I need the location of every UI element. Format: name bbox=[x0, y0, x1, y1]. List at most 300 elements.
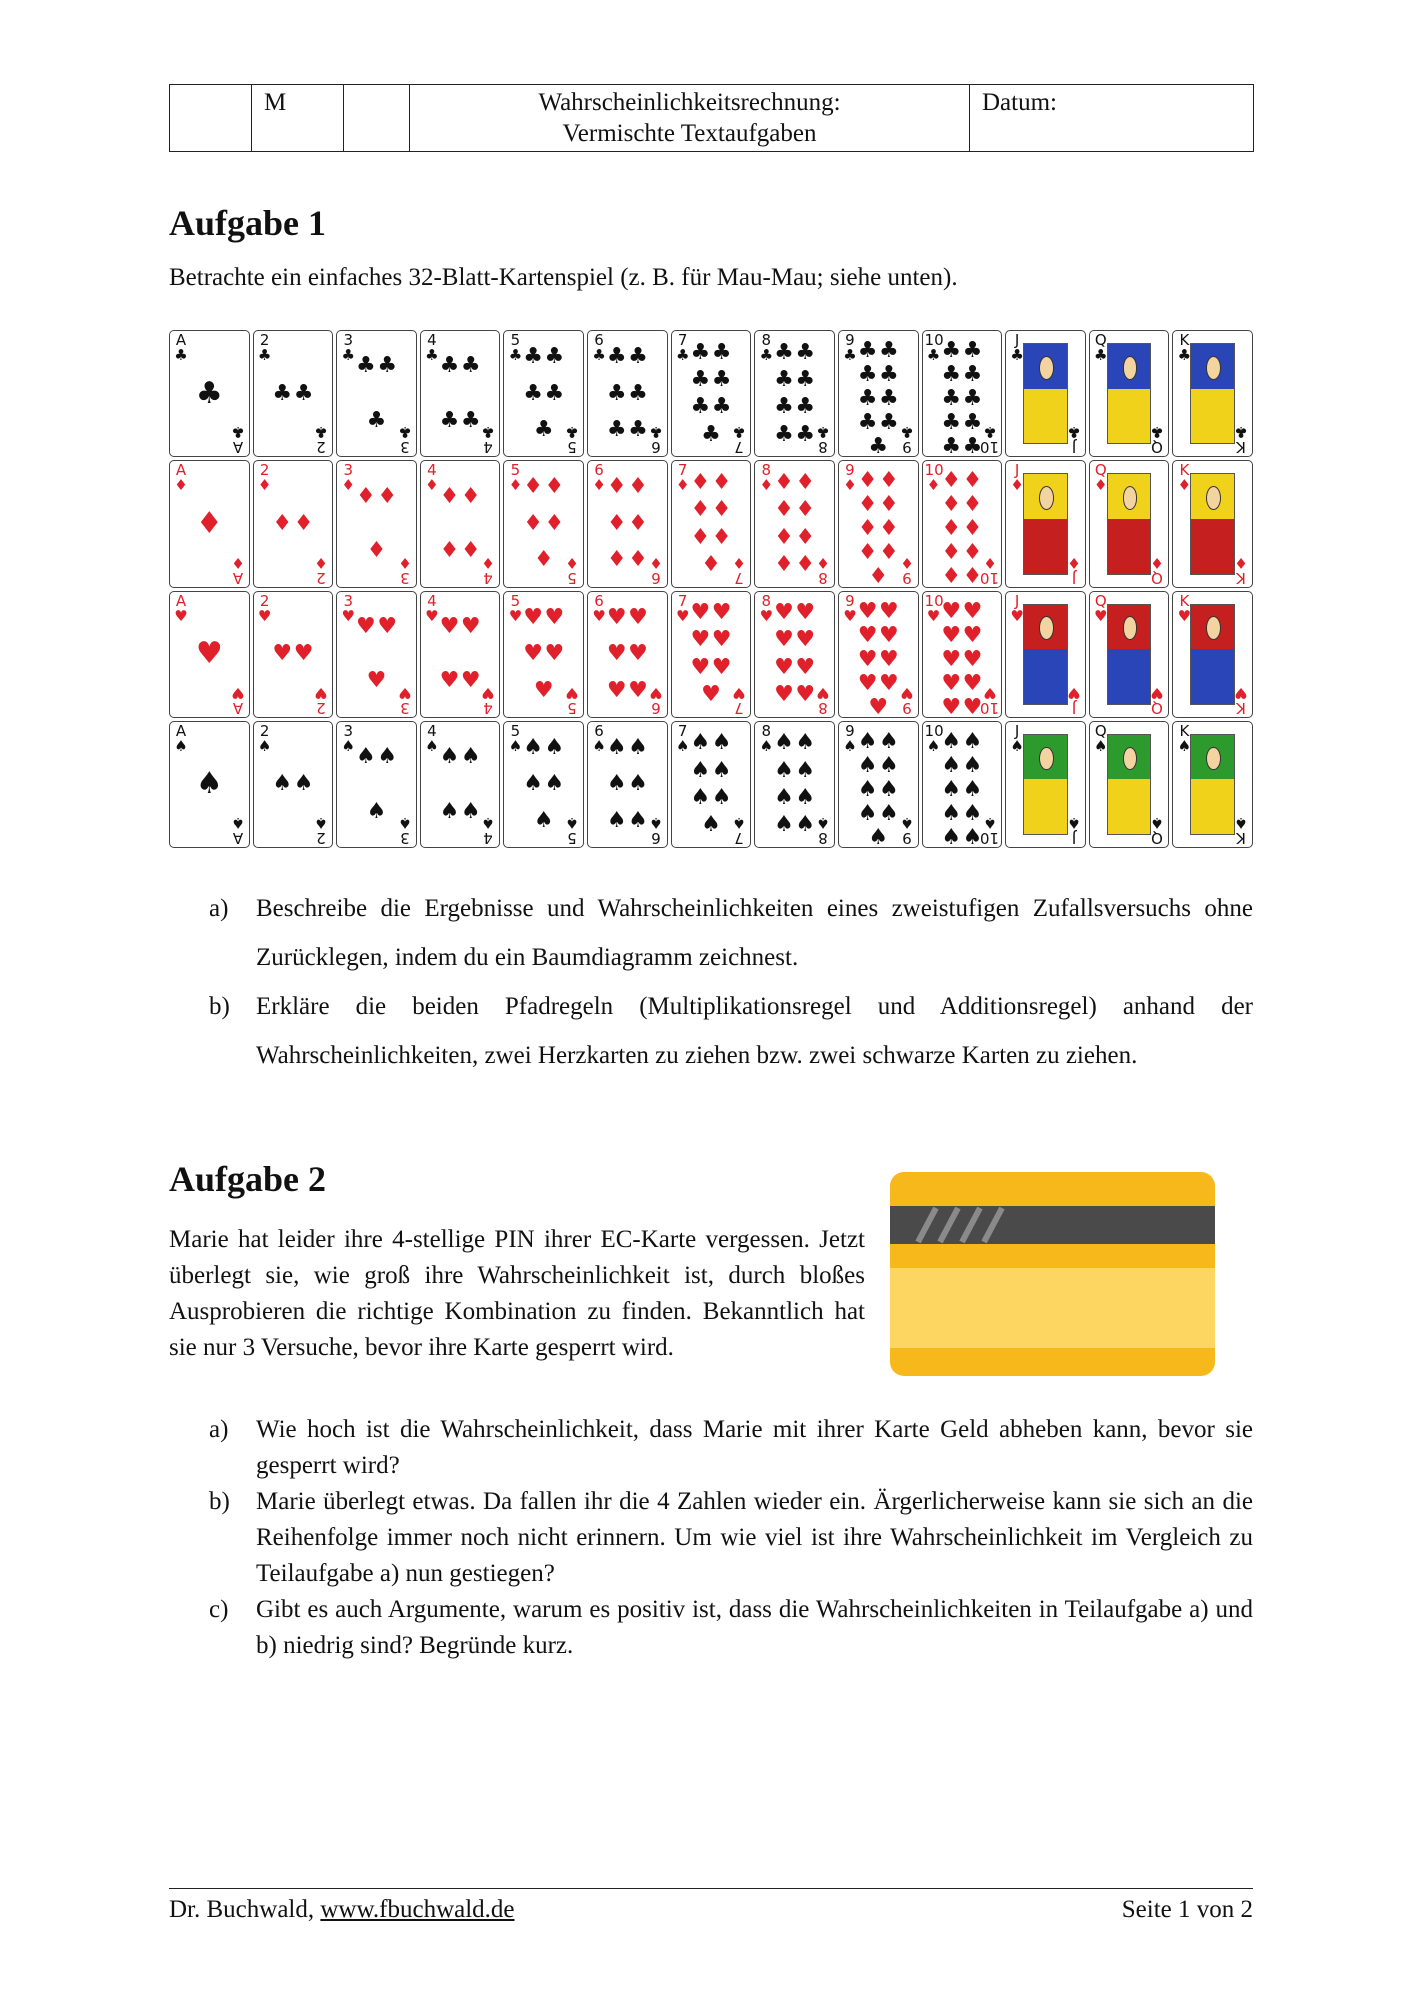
face-card-portrait bbox=[1190, 473, 1235, 574]
card-suit-icon: ♥ bbox=[983, 683, 997, 702]
card-suit-icon: ♣ bbox=[398, 423, 412, 442]
card-pip-icon: ♠ bbox=[628, 734, 648, 760]
card-corner-index bbox=[898, 555, 916, 585]
card-rank-label: 6 bbox=[594, 331, 604, 349]
card-rank-label: 8 bbox=[761, 461, 772, 480]
card-pips bbox=[188, 730, 231, 839]
card-rank-label: 9 bbox=[845, 331, 855, 349]
playing-card bbox=[1005, 591, 1086, 718]
card-pip-icon: ♠ bbox=[606, 771, 627, 797]
card-rank-label: 4 bbox=[483, 829, 494, 847]
card-rank-label: Q bbox=[1094, 591, 1107, 610]
card-suit-icon: ♠ bbox=[1010, 736, 1024, 755]
header-subject-cell: M bbox=[252, 85, 344, 152]
card-pip-icon: ♣ bbox=[962, 434, 983, 458]
card-pip-icon: ♣ bbox=[941, 338, 962, 363]
card-pip-icon: ♣ bbox=[377, 353, 398, 379]
card-pip-icon: ♥ bbox=[774, 627, 794, 653]
card-suit-icon: ♠ bbox=[314, 814, 328, 832]
card-rank-label: 10 bbox=[924, 591, 944, 610]
card-rank-label: 10 bbox=[924, 721, 944, 740]
card-rank-label: 5 bbox=[567, 568, 577, 587]
task1-subtasks bbox=[209, 884, 1253, 1080]
card-rank-label: 7 bbox=[734, 438, 745, 457]
card-suit-icon: ♠ bbox=[1177, 736, 1192, 755]
card-pip-icon: ♦ bbox=[195, 505, 223, 541]
card-suit-icon: ♠ bbox=[1234, 814, 1248, 832]
card-corner-index bbox=[312, 423, 330, 457]
card-pip-icon: ♥ bbox=[523, 604, 543, 630]
card-pip-icon: ♦ bbox=[857, 540, 878, 566]
subtask-text: Marie überlegt etwas. Da fallen ihr die 4 Zahlen wieder ein. Ärgerlicherweise kann sie sich an die Reihenfolge immer noch nicht erinnern. Um wie viel ist ihre Wahrscheinlichkeit im Vergleich zu Teilaufgabe a) nun gestiegen? bbox=[256, 1488, 1253, 1587]
card-suit-icon: ♦ bbox=[425, 476, 439, 495]
card-suit-icon: ♥ bbox=[341, 606, 355, 625]
portrait-bottom bbox=[1024, 779, 1067, 834]
card-suit-icon: ♥ bbox=[1094, 606, 1108, 625]
card-pip-icon: ♣ bbox=[628, 417, 648, 443]
header-blank-cell-2 bbox=[344, 85, 410, 152]
card-pip-icon: ♣ bbox=[690, 339, 711, 365]
card-rank-label: J bbox=[1014, 331, 1020, 349]
card-pip-icon: ♠ bbox=[439, 798, 460, 824]
card-corner-index bbox=[898, 815, 916, 845]
face-card-portrait bbox=[1023, 734, 1068, 835]
card-rank-label: K bbox=[1236, 829, 1246, 847]
card-pip-icon: ♠ bbox=[941, 800, 962, 826]
card-pip-icon: ♥ bbox=[628, 641, 648, 667]
card-pip-icon: ♦ bbox=[962, 564, 983, 588]
card-rank-label: A bbox=[175, 591, 187, 610]
task1-subtask-a bbox=[209, 884, 1253, 982]
card-pip-icon: ♣ bbox=[941, 362, 962, 387]
card-pip-icon: ♣ bbox=[439, 407, 460, 433]
card-rank-label: 9 bbox=[845, 591, 855, 610]
playing-card bbox=[253, 591, 334, 718]
task2-subtasks bbox=[209, 1412, 1253, 1664]
card-pips bbox=[522, 600, 565, 709]
card-rank-label: 4 bbox=[427, 331, 437, 349]
card-pips bbox=[941, 598, 984, 718]
card-pip-icon: ♥ bbox=[272, 641, 293, 667]
portrait-bottom bbox=[1191, 649, 1234, 704]
card-suit-icon: ♠ bbox=[230, 814, 245, 832]
card-rank-label: 3 bbox=[400, 568, 410, 587]
card-pip-icon: ♦ bbox=[962, 468, 983, 494]
card-rank-label: K bbox=[1236, 438, 1246, 457]
card-pip-icon: ♦ bbox=[711, 469, 732, 495]
subtask-marker: a) bbox=[209, 895, 229, 922]
card-rank-label: 3 bbox=[343, 591, 353, 610]
card-suit-icon: ♣ bbox=[257, 346, 272, 364]
card-rank-label: A bbox=[232, 698, 243, 717]
card-pip-icon: ♥ bbox=[628, 604, 648, 630]
card-corner-index bbox=[730, 423, 748, 457]
portrait-bottom bbox=[1024, 649, 1067, 704]
header-date-cell: Datum: bbox=[970, 85, 1254, 152]
playing-card bbox=[420, 330, 501, 457]
playing-card bbox=[922, 591, 1003, 718]
card-rank-label: 4 bbox=[483, 438, 494, 457]
card-rank-label: 9 bbox=[901, 698, 912, 717]
card-suit-icon: ♥ bbox=[926, 606, 941, 625]
card-pip-icon: ♦ bbox=[879, 492, 899, 518]
card-rank-label: K bbox=[1236, 568, 1246, 587]
card-rank-label: 6 bbox=[650, 438, 661, 457]
card-rank-label: 2 bbox=[316, 698, 326, 717]
card-suit-icon: ♠ bbox=[592, 736, 606, 755]
card-suit-icon: ♠ bbox=[257, 736, 272, 755]
card-pips bbox=[355, 600, 398, 709]
card-pip-icon: ♥ bbox=[857, 598, 878, 624]
card-suit-icon: ♠ bbox=[759, 736, 774, 755]
face-card-portrait bbox=[1023, 604, 1068, 705]
card-suit-icon: ♥ bbox=[174, 606, 188, 625]
card-pip-icon: ♣ bbox=[868, 434, 889, 458]
card-pip-icon: ♠ bbox=[868, 824, 889, 848]
card-corner-index bbox=[1232, 555, 1250, 585]
card-corner-index bbox=[647, 685, 665, 715]
card-rank-label: 3 bbox=[343, 331, 353, 349]
card-suit-icon: ♦ bbox=[675, 476, 690, 495]
card-pip-icon: ♠ bbox=[690, 730, 711, 756]
card-rank-label: 9 bbox=[901, 568, 912, 587]
card-pip-icon: ♦ bbox=[293, 510, 314, 536]
card-rank-label: A bbox=[175, 721, 187, 740]
card-pip-icon: ♣ bbox=[460, 353, 481, 379]
card-suit-icon: ♦ bbox=[732, 553, 747, 572]
playing-card bbox=[420, 721, 501, 848]
card-pip-icon: ♦ bbox=[628, 474, 648, 500]
subtask-text: Gibt es auch Argumente, warum es positiv ist, dass die Wahrscheinlichkeiten in Teilaufgabe a) und b) niedrig sind? Begründe kurz. bbox=[256, 1596, 1253, 1659]
card-pip-icon: ♦ bbox=[460, 483, 481, 509]
card-corner-index bbox=[730, 555, 748, 585]
card-suit-icon: ♣ bbox=[759, 346, 774, 364]
card-pip-icon: ♣ bbox=[711, 394, 732, 420]
card-pip-icon: ♠ bbox=[606, 734, 627, 760]
card-pips bbox=[439, 600, 482, 709]
card-rank-label: 5 bbox=[510, 461, 521, 480]
card-rank-label: 8 bbox=[818, 829, 828, 847]
card-corner-index bbox=[898, 685, 916, 715]
card-pip-icon: ♦ bbox=[272, 510, 293, 536]
playing-card bbox=[587, 721, 668, 848]
card-suit-icon: ♦ bbox=[174, 476, 188, 495]
card-rank-label: J bbox=[1014, 591, 1020, 610]
card-corner-index bbox=[563, 815, 581, 845]
playing-card bbox=[420, 591, 501, 718]
card-pip-icon: ♣ bbox=[195, 375, 223, 411]
card-pip-icon: ♠ bbox=[366, 798, 387, 824]
card-pip-icon: ♣ bbox=[544, 380, 565, 406]
card-rank-label: 7 bbox=[677, 331, 688, 349]
card-pip-icon: ♠ bbox=[795, 757, 816, 783]
card-corner-index bbox=[1232, 815, 1250, 845]
card-suit-icon: ♦ bbox=[843, 476, 857, 495]
card-suit-icon: ♣ bbox=[314, 423, 328, 442]
card-pip-icon: ♠ bbox=[774, 812, 794, 838]
card-suit-icon: ♥ bbox=[481, 683, 496, 702]
card-suit-icon: ♦ bbox=[899, 553, 914, 572]
card-pip-icon: ♦ bbox=[544, 474, 565, 500]
card-pip-icon: ♠ bbox=[795, 812, 816, 838]
card-pip-icon: ♣ bbox=[272, 380, 293, 406]
card-pip-icon: ♠ bbox=[439, 744, 460, 770]
card-suit-icon: ♣ bbox=[926, 346, 941, 364]
card-pip-icon: ♣ bbox=[606, 344, 627, 370]
portrait-bottom bbox=[1024, 519, 1067, 574]
card-suit-icon: ♦ bbox=[230, 553, 245, 572]
card-pip-icon: ♦ bbox=[941, 516, 962, 542]
card-suit-icon: ♥ bbox=[508, 606, 523, 625]
card-pip-icon: ♣ bbox=[941, 386, 962, 411]
card-suit-icon: ♦ bbox=[1150, 553, 1165, 572]
portrait-head bbox=[1039, 747, 1054, 771]
card-pip-icon: ♠ bbox=[962, 728, 983, 754]
card-suit-icon: ♦ bbox=[592, 476, 606, 495]
card-pip-icon: ♦ bbox=[962, 540, 983, 566]
card-pip-icon: ♥ bbox=[879, 646, 899, 672]
card-pips bbox=[606, 600, 649, 709]
card-corner-index bbox=[312, 555, 330, 585]
card-corner-index bbox=[312, 685, 330, 715]
card-pip-icon: ♣ bbox=[711, 366, 732, 392]
card-pip-icon: ♥ bbox=[711, 600, 732, 626]
card-suit-icon: ♠ bbox=[899, 814, 914, 832]
card-pips bbox=[941, 728, 984, 848]
playing-card bbox=[922, 721, 1003, 848]
card-suit-icon: ♣ bbox=[899, 423, 914, 442]
card-pip-icon: ♠ bbox=[962, 800, 983, 826]
card-pip-icon: ♣ bbox=[962, 410, 983, 435]
card-suit-icon: ♥ bbox=[648, 683, 663, 702]
playing-card bbox=[169, 460, 250, 587]
card-rank-label: 10 bbox=[980, 568, 1000, 587]
playing-card bbox=[922, 460, 1003, 587]
card-pip-icon: ♥ bbox=[941, 694, 962, 718]
footer-website-link[interactable]: www.fbuchwald.de bbox=[320, 1896, 515, 1923]
card-suit-icon: ♦ bbox=[481, 553, 496, 572]
card-pip-icon: ♣ bbox=[962, 338, 983, 363]
playing-card bbox=[1089, 460, 1170, 587]
card-rank-label: 2 bbox=[316, 829, 326, 847]
playing-card bbox=[253, 330, 334, 457]
card-pip-icon: ♥ bbox=[533, 677, 554, 703]
card-corner-index bbox=[229, 815, 247, 845]
card-corner-index bbox=[396, 815, 414, 845]
card-pip-icon: ♣ bbox=[439, 353, 460, 379]
card-rank-label: 8 bbox=[818, 568, 828, 587]
card-pip-icon: ♥ bbox=[544, 604, 565, 630]
face-card-portrait bbox=[1190, 343, 1235, 444]
card-rank-label: K bbox=[1179, 461, 1190, 480]
card-suit-icon: ♥ bbox=[1067, 683, 1081, 702]
card-rank-label: 6 bbox=[594, 461, 604, 480]
card-rank-label: 6 bbox=[650, 698, 661, 717]
card-pip-icon: ♥ bbox=[962, 622, 983, 648]
card-pips bbox=[522, 730, 565, 839]
card-corner-index bbox=[1148, 555, 1166, 585]
card-rank-label: A bbox=[232, 568, 243, 587]
card-pips bbox=[773, 469, 816, 578]
card-pip-icon: ♠ bbox=[941, 776, 962, 802]
playing-card bbox=[169, 591, 250, 718]
playing-card bbox=[1089, 591, 1170, 718]
card-suit-icon: ♠ bbox=[508, 736, 523, 755]
card-pip-icon: ♦ bbox=[690, 497, 711, 523]
card-pip-icon: ♥ bbox=[941, 646, 962, 672]
card-pip-icon: ♥ bbox=[544, 641, 565, 667]
card-pip-icon: ♦ bbox=[533, 547, 554, 573]
face-card-portrait bbox=[1190, 734, 1235, 835]
task1-intro: Betrachte ein einfaches 32-Blatt-Kartenspiel (z. B. für Mau-Mau; siehe unten). bbox=[169, 264, 958, 291]
card-rank-label: 7 bbox=[677, 461, 688, 480]
playing-card bbox=[1005, 460, 1086, 587]
face-card-portrait bbox=[1107, 734, 1152, 835]
card-pip-icon: ♥ bbox=[795, 627, 816, 653]
card-suit-icon: ♦ bbox=[398, 553, 412, 572]
card-pip-icon: ♥ bbox=[962, 646, 983, 672]
card-rank-label: 6 bbox=[650, 829, 661, 847]
playing-card bbox=[671, 591, 752, 718]
card-pips bbox=[522, 469, 565, 578]
card-pips bbox=[773, 600, 816, 709]
card-pip-icon: ♦ bbox=[857, 492, 878, 518]
playing-card bbox=[1005, 330, 1086, 457]
card-pip-icon: ♥ bbox=[439, 613, 460, 639]
card-pip-icon: ♦ bbox=[774, 524, 794, 550]
card-corner-index bbox=[1148, 423, 1166, 457]
card-pip-icon: ♥ bbox=[293, 641, 314, 667]
card-rank-label: 10 bbox=[980, 698, 1000, 717]
portrait-bottom bbox=[1191, 389, 1234, 444]
card-suit-icon: ♥ bbox=[425, 606, 439, 625]
card-corner-index bbox=[647, 815, 665, 845]
card-rank-label: 3 bbox=[400, 698, 410, 717]
card-rank-label: 2 bbox=[316, 568, 326, 587]
card-pip-icon: ♦ bbox=[366, 538, 387, 564]
card-suit-icon: ♠ bbox=[1067, 814, 1081, 832]
card-pip-icon: ♦ bbox=[795, 551, 816, 577]
card-rank-label: 7 bbox=[677, 721, 688, 740]
playing-card bbox=[587, 330, 668, 457]
card-suit-icon: ♠ bbox=[843, 736, 857, 755]
card-pip-icon: ♥ bbox=[941, 670, 962, 696]
card-corner-index bbox=[981, 685, 999, 715]
card-rank-label: A bbox=[232, 829, 243, 847]
portrait-head bbox=[1123, 356, 1138, 380]
card-pip-icon: ♠ bbox=[795, 785, 816, 811]
card-pip-icon: ♦ bbox=[857, 468, 878, 494]
card-pips bbox=[606, 730, 649, 839]
card-pips bbox=[690, 730, 733, 839]
card-pips bbox=[690, 339, 733, 448]
task2-heading: Aufgabe 2 bbox=[169, 1159, 327, 1199]
card-rank-label: Q bbox=[1151, 438, 1164, 457]
playing-card bbox=[754, 591, 835, 718]
card-pip-icon: ♣ bbox=[879, 362, 899, 387]
card-rank-label: 3 bbox=[400, 829, 410, 847]
card-suit-icon: ♣ bbox=[675, 346, 690, 364]
card-pip-icon: ♦ bbox=[774, 469, 794, 495]
footer-divider bbox=[169, 1888, 1253, 1889]
card-pip-icon: ♣ bbox=[606, 380, 627, 406]
card-rank-label: J bbox=[1014, 461, 1020, 480]
card-pip-icon: ♣ bbox=[690, 394, 711, 420]
card-pip-icon: ♠ bbox=[460, 744, 481, 770]
card-suit-icon: ♥ bbox=[816, 683, 830, 702]
card-pip-icon: ♠ bbox=[795, 730, 816, 756]
subtask-marker: a) bbox=[209, 1416, 229, 1443]
header-title-line-1: Wahrscheinlichkeitsrechnung: bbox=[538, 89, 841, 116]
card-pip-icon: ♦ bbox=[879, 516, 899, 542]
playing-card bbox=[253, 721, 334, 848]
card-suit-icon: ♦ bbox=[648, 553, 663, 572]
card-pip-icon: ♠ bbox=[690, 785, 711, 811]
card-pip-icon: ♥ bbox=[606, 604, 627, 630]
card-pips bbox=[773, 339, 816, 448]
card-pip-icon: ♦ bbox=[690, 469, 711, 495]
card-suit-icon: ♦ bbox=[1234, 553, 1248, 572]
playing-card bbox=[587, 591, 668, 718]
card-rank-label: 7 bbox=[734, 568, 745, 587]
card-pip-icon: ♥ bbox=[774, 600, 794, 626]
card-corner-index bbox=[563, 423, 581, 457]
card-rank-label: 7 bbox=[677, 591, 688, 610]
card-pip-icon: ♣ bbox=[795, 339, 816, 365]
card-pip-icon: ♠ bbox=[879, 752, 899, 778]
card-rank-label: K bbox=[1236, 698, 1246, 717]
card-suit-icon: ♣ bbox=[732, 423, 747, 442]
card-pip-icon: ♣ bbox=[774, 339, 794, 365]
face-card-portrait bbox=[1107, 343, 1152, 444]
card-pips bbox=[606, 469, 649, 578]
card-suit-icon: ♥ bbox=[398, 683, 412, 702]
playing-card bbox=[671, 460, 752, 587]
card-pip-icon: ♣ bbox=[962, 386, 983, 411]
card-pip-icon: ♥ bbox=[701, 682, 721, 708]
subtask-text: Beschreibe die Ergebnisse und Wahrscheinlichkeiten eines zweistufigen Zufallsversuchs ohne Zurücklegen, indem du ein Baumdiagramm zeichnest. bbox=[256, 895, 1253, 971]
card-pips bbox=[272, 339, 315, 448]
card-pip-icon: ♥ bbox=[690, 627, 711, 653]
card-pip-icon: ♦ bbox=[606, 510, 627, 536]
card-pips bbox=[439, 730, 482, 839]
playing-card bbox=[503, 460, 584, 587]
playing-card bbox=[336, 330, 417, 457]
task2-intro: Marie hat leider ihre 4-stellige PIN ihrer EC-Karte vergessen. Jetzt überlegt sie, wie groß ihre Wahrscheinlichkeit ist, durch bloßes Ausprobieren die richtige Kombination zu finden. Bekanntlich hat sie nur 3 Versuche, bevor ihre Karte gesperrt wird. bbox=[169, 1226, 865, 1361]
card-rank-label: 2 bbox=[259, 591, 270, 610]
playing-card bbox=[1089, 721, 1170, 848]
playing-card bbox=[503, 591, 584, 718]
task1-subtask-b bbox=[209, 982, 1253, 1080]
card-pip-icon: ♦ bbox=[962, 516, 983, 542]
card-rank-label: 5 bbox=[567, 698, 577, 717]
card-rank-label: 10 bbox=[924, 331, 944, 349]
playing-card bbox=[838, 330, 919, 457]
card-pip-icon: ♦ bbox=[711, 497, 732, 523]
card-suit-icon: ♥ bbox=[314, 683, 328, 702]
card-suit-icon: ♣ bbox=[1067, 423, 1081, 442]
portrait-bottom bbox=[1108, 519, 1151, 574]
card-pip-icon: ♠ bbox=[544, 771, 565, 797]
card-rank-label: K bbox=[1179, 721, 1190, 740]
card-rank-label: Q bbox=[1094, 461, 1107, 480]
card-pip-icon: ♣ bbox=[962, 362, 983, 387]
card-pip-icon: ♦ bbox=[941, 540, 962, 566]
card-pip-icon: ♣ bbox=[628, 344, 648, 370]
card-pip-icon: ♠ bbox=[628, 807, 648, 833]
card-pip-icon: ♣ bbox=[941, 434, 962, 458]
card-pip-icon: ♦ bbox=[941, 492, 962, 518]
